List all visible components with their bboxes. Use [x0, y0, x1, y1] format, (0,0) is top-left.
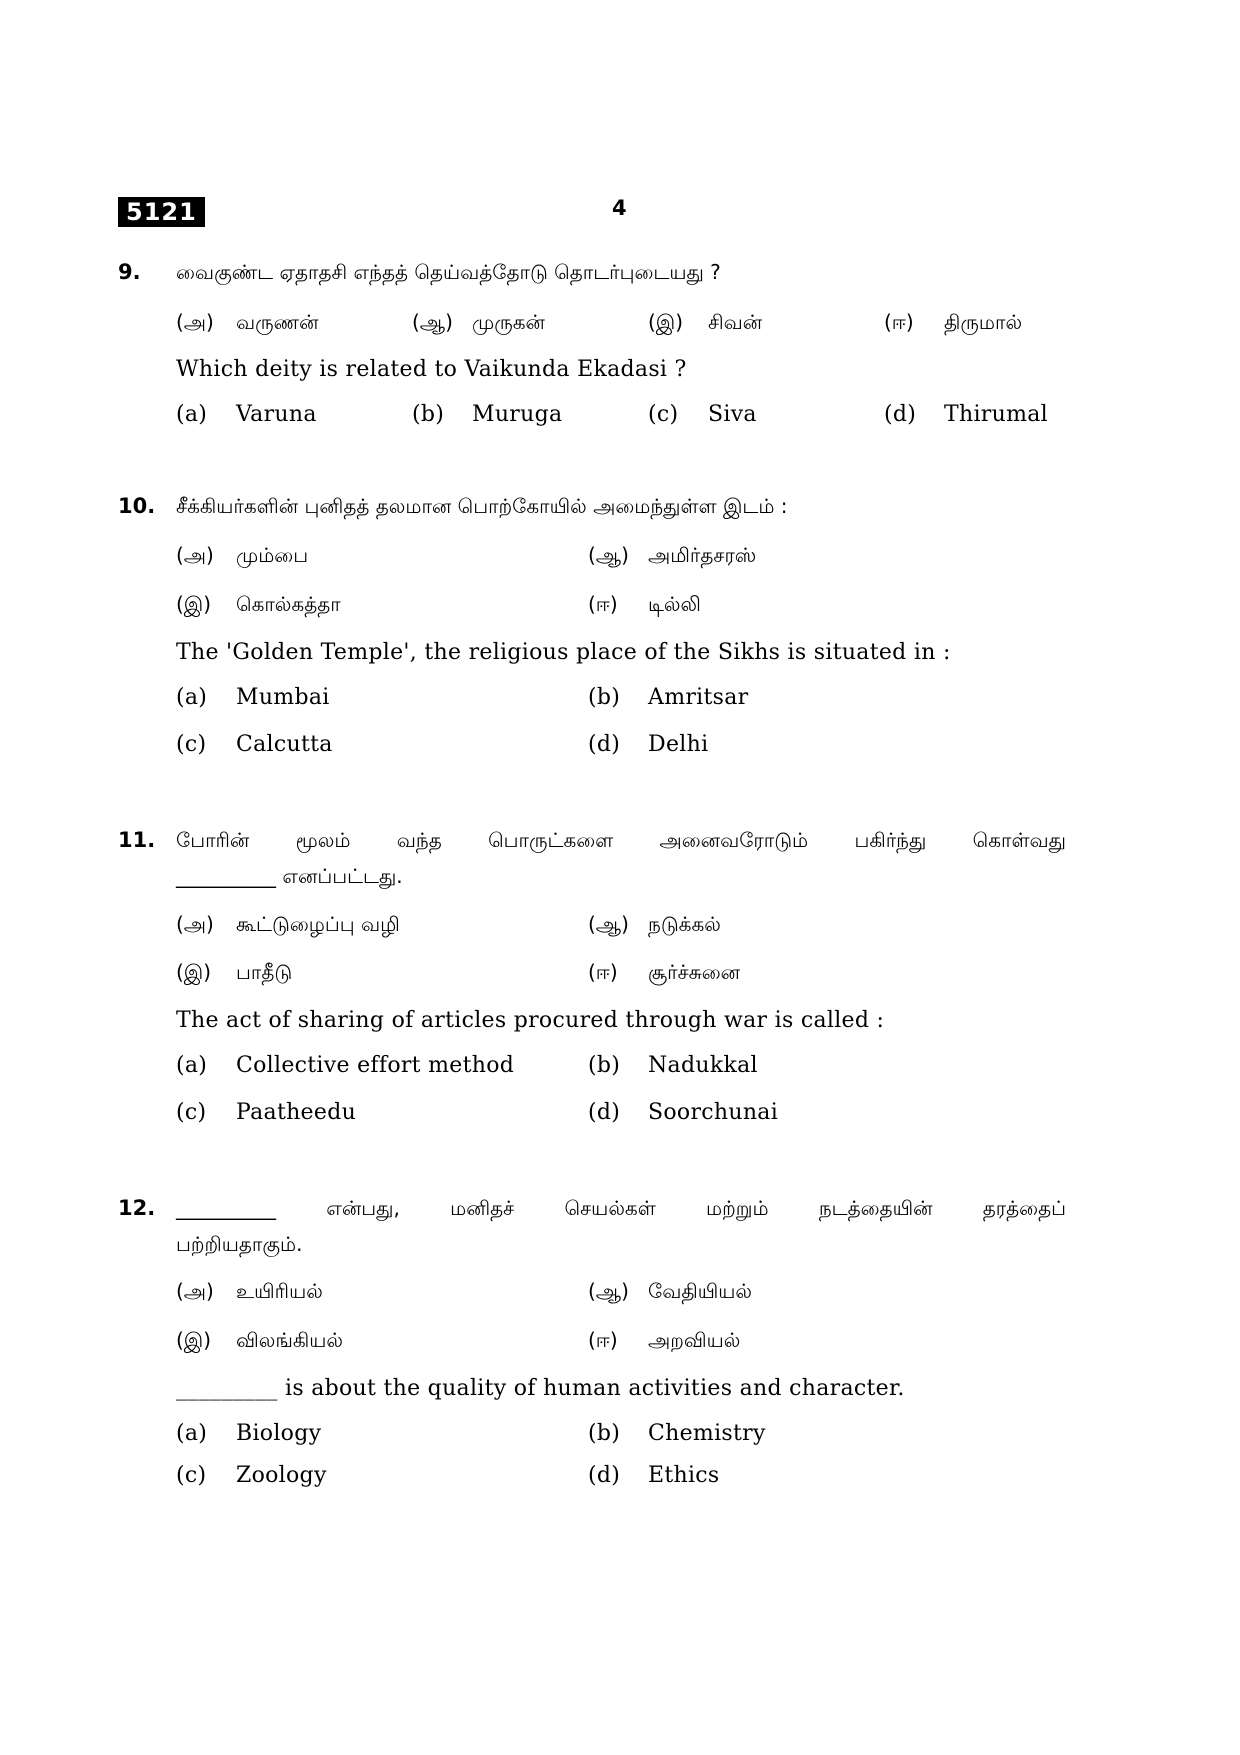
option-text: டில்லி — [648, 592, 701, 616]
question-text-tamil-cont: பற்றியதாகும். — [176, 1232, 303, 1256]
option-label: (அ) — [176, 1279, 214, 1303]
option-label: (அ) — [176, 912, 214, 936]
option-text: திருமால் — [944, 310, 1023, 334]
question-number: 10. — [118, 494, 156, 518]
option-text: Nadukkal — [648, 1053, 758, 1078]
option-text: Varuna — [236, 402, 317, 427]
question-number: 9. — [118, 260, 141, 284]
option-label: (b) — [588, 1421, 621, 1446]
option-label: (இ) — [176, 592, 212, 616]
option-label: (இ) — [648, 310, 684, 334]
option-label: (a) — [176, 1053, 208, 1078]
question-text-english: _________ is about the quality of human activities and character. — [176, 1376, 905, 1401]
option-label: (c) — [176, 732, 207, 757]
option-label: (அ) — [176, 310, 214, 334]
option-text: Amritsar — [648, 685, 749, 710]
option-text: கொல்கத்தா — [236, 592, 341, 616]
option-text: Soorchunai — [648, 1100, 779, 1125]
option-text: அறவியல் — [648, 1328, 741, 1352]
option-text: Siva — [708, 402, 757, 427]
question-text-tamil: வைகுண்ட ஏதாதசி எந்தத் தெய்வத்தோடு தொடர்புடையது ? — [176, 260, 721, 284]
option-label: (ஆ) — [588, 912, 629, 936]
option-text: Collective effort method — [236, 1053, 515, 1078]
option-text: சூர்ச்சுனை — [648, 960, 741, 984]
option-text: வருணன் — [236, 310, 319, 334]
question-text-english: The act of sharing of articles procured through war is called : — [176, 1008, 885, 1033]
option-label: (b) — [588, 1053, 621, 1078]
page-number: 4 — [612, 196, 627, 220]
option-label: (c) — [176, 1463, 207, 1488]
option-text: அமிர்தசரஸ் — [648, 543, 757, 567]
option-text: Delhi — [648, 732, 709, 757]
question-text-english: The 'Golden Temple', the religious place of the Sikhs is situated in : — [176, 640, 951, 665]
option-text: Muruga — [472, 402, 563, 427]
option-label: (ஈ) — [588, 960, 618, 984]
option-text: பாதீடு — [236, 960, 293, 984]
option-label: (இ) — [176, 960, 212, 984]
option-label: (d) — [588, 1100, 621, 1125]
option-text: Biology — [236, 1421, 322, 1446]
question-number: 11. — [118, 828, 156, 852]
option-label: (ஆ) — [588, 543, 629, 567]
question-text-english: Which deity is related to Vaikunda Ekadasi ? — [176, 357, 687, 382]
option-label: (b) — [412, 402, 445, 427]
option-text: Chemistry — [648, 1421, 766, 1446]
question-number: 12. — [118, 1196, 156, 1220]
option-label: (a) — [176, 402, 208, 427]
option-label: (d) — [884, 402, 917, 427]
option-text: Calcutta — [236, 732, 333, 757]
paper-code-badge: 5121 — [118, 197, 205, 227]
option-label: (ஆ) — [588, 1279, 629, 1303]
option-text: Zoology — [236, 1463, 327, 1488]
question-text-tamil: __________ என்பது, மனிதச் செயல்கள் மற்றும் நடத்தையின் தரத்தைப் — [176, 1196, 1066, 1220]
option-label: (இ) — [176, 1328, 212, 1352]
option-text: உயிரியல் — [236, 1279, 323, 1303]
option-text: மும்பை — [236, 543, 309, 567]
option-text: வேதியியல் — [648, 1279, 753, 1303]
option-text: நடுக்கல் — [648, 912, 721, 936]
question-text-tamil-cont: __________ எனப்பட்டது. — [176, 864, 403, 888]
option-label: (c) — [648, 402, 679, 427]
option-label: (ஆ) — [412, 310, 453, 334]
option-label: (a) — [176, 685, 208, 710]
option-text: Paatheedu — [236, 1100, 357, 1125]
option-text: முருகன் — [472, 310, 545, 334]
option-label: (a) — [176, 1421, 208, 1446]
option-label: (d) — [588, 732, 621, 757]
option-label: (ஈ) — [884, 310, 914, 334]
option-label: (அ) — [176, 543, 214, 567]
option-label: (ஈ) — [588, 592, 618, 616]
question-text-tamil: போரின் மூலம் வந்த பொருட்களை அனைவரோடும் பகிர்ந்து கொள்வது — [176, 828, 1066, 852]
option-text: விலங்கியல் — [236, 1328, 344, 1352]
question-text-tamil: சீக்கியர்களின் புனிதத் தலமான பொற்கோயில் அமைந்துள்ள இடம் : — [176, 494, 788, 518]
option-text: Ethics — [648, 1463, 720, 1488]
option-text: சிவன் — [708, 310, 763, 334]
option-label: (c) — [176, 1100, 207, 1125]
option-label: (ஈ) — [588, 1328, 618, 1352]
option-text: கூட்டுழைப்பு வழி — [236, 912, 400, 936]
option-text: Thirumal — [944, 402, 1048, 427]
option-text: Mumbai — [236, 685, 330, 710]
option-label: (b) — [588, 685, 621, 710]
option-label: (d) — [588, 1463, 621, 1488]
